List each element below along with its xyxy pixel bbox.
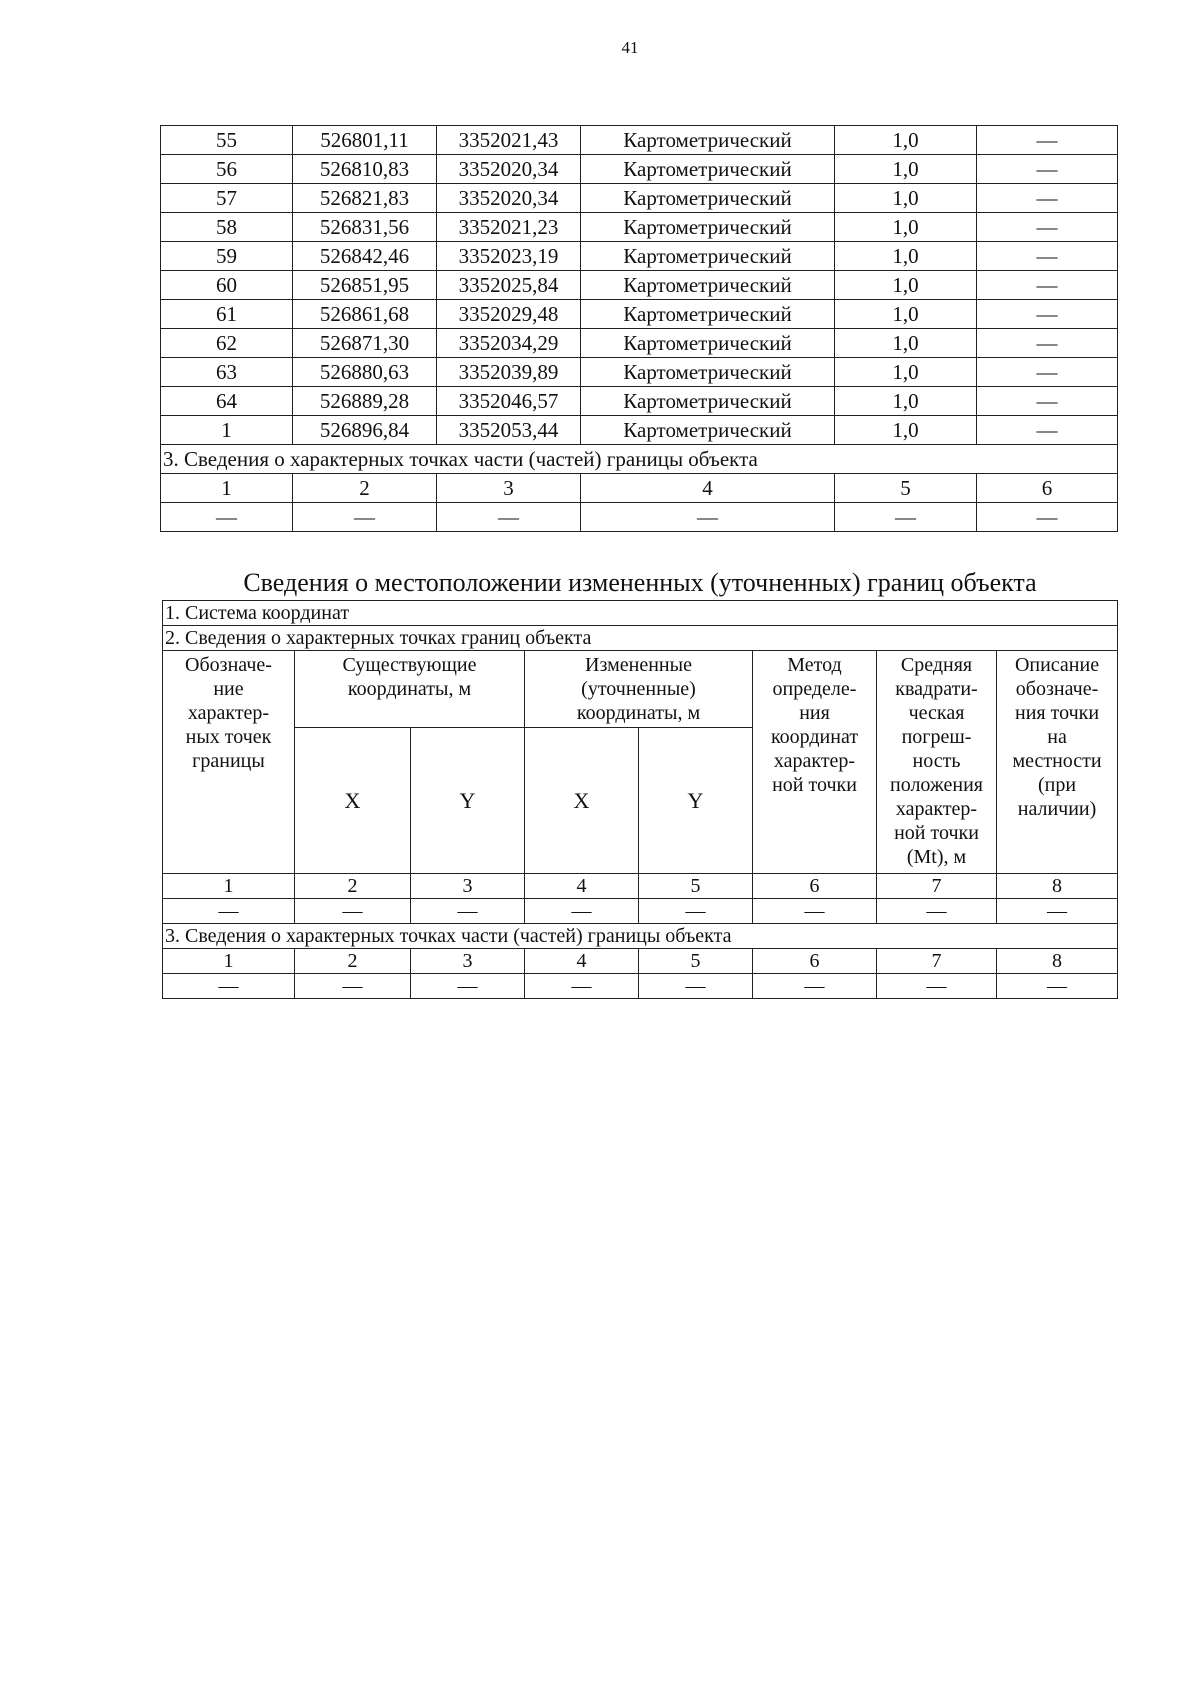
column-number: 1 [163, 949, 295, 974]
header-designation: Обозначе- ние характер- ных точек границы [163, 651, 295, 874]
column-number: 5 [639, 949, 753, 974]
header-description: Описание обозначе- ния точки на местности (при наличии) [997, 651, 1118, 874]
empty-value: — [437, 503, 581, 532]
empty-value: — [639, 899, 753, 924]
cell-accuracy: 1,0 [835, 155, 977, 184]
cell-description: — [977, 155, 1118, 184]
empty-value: — [997, 974, 1118, 999]
cell-y: 3352021,23 [437, 213, 581, 242]
part-boundary-section-label: 3. Сведения о характерных точках части (частей) границы объекта [161, 445, 1118, 474]
coordinate-system-label: 1. Система координат [163, 601, 1118, 626]
empty-value: — [877, 899, 997, 924]
column-number: 6 [753, 949, 877, 974]
cell-y: 3352029,48 [437, 300, 581, 329]
cell-accuracy: 1,0 [835, 271, 977, 300]
table-row [161, 300, 1118, 329]
cell-point: 60 [161, 271, 293, 300]
empty-value: — [525, 899, 639, 924]
empty-value: — [977, 503, 1118, 532]
cell-y: 3352053,44 [437, 416, 581, 445]
cell-point: 61 [161, 300, 293, 329]
table-row [161, 184, 1118, 213]
cell-description: — [977, 329, 1118, 358]
table-row [161, 329, 1118, 358]
empty-value: — [525, 974, 639, 999]
column-number: 4 [581, 474, 835, 503]
cell-y: 3352020,34 [437, 155, 581, 184]
cell-point: 58 [161, 213, 293, 242]
cell-x: 526889,28 [293, 387, 437, 416]
cell-method: Картометрический [581, 329, 835, 358]
column-number: 7 [877, 949, 997, 974]
cell-point: 57 [161, 184, 293, 213]
cell-point: 56 [161, 155, 293, 184]
empty-value: — [581, 503, 835, 532]
cell-description: — [977, 300, 1118, 329]
column-number: 1 [161, 474, 293, 503]
table-row [161, 126, 1118, 155]
cell-point: 59 [161, 242, 293, 271]
header-existing-y: Y [411, 728, 525, 874]
empty-value: — [163, 974, 295, 999]
table-row [161, 358, 1118, 387]
cell-description: — [977, 358, 1118, 387]
cell-description: — [977, 213, 1118, 242]
cell-x: 526896,84 [293, 416, 437, 445]
table-row [161, 213, 1118, 242]
empty-value: — [753, 974, 877, 999]
cell-description: — [977, 416, 1118, 445]
cell-method: Картометрический [581, 184, 835, 213]
cell-accuracy: 1,0 [835, 126, 977, 155]
column-numbers-row [163, 874, 1118, 899]
empty-value: — [835, 503, 977, 532]
table-row [161, 387, 1118, 416]
cell-y: 3352021,43 [437, 126, 581, 155]
column-numbers-row [161, 474, 1118, 503]
cell-description: — [977, 184, 1118, 213]
header-changed-coords: Измененные (уточненные) координаты, м [525, 651, 753, 728]
cell-x: 526821,83 [293, 184, 437, 213]
cell-x: 526801,11 [293, 126, 437, 155]
cell-accuracy: 1,0 [835, 184, 977, 213]
section-row [163, 924, 1118, 949]
column-number: 2 [295, 949, 411, 974]
empty-value: — [295, 899, 411, 924]
header-changed-x: X [525, 728, 639, 874]
empty-value-row [161, 503, 1118, 532]
column-numbers-row [163, 949, 1118, 974]
empty-value: — [161, 503, 293, 532]
empty-value: — [877, 974, 997, 999]
cell-method: Картометрический [581, 416, 835, 445]
column-number: 6 [753, 874, 877, 899]
coordinates-table-continued [160, 125, 1118, 532]
cell-y: 3352020,34 [437, 184, 581, 213]
cell-method: Картометрический [581, 300, 835, 329]
column-number: 5 [639, 874, 753, 899]
column-number: 1 [163, 874, 295, 899]
cell-y: 3352023,19 [437, 242, 581, 271]
empty-value-row [163, 899, 1118, 924]
cell-x: 526880,63 [293, 358, 437, 387]
cell-description: — [977, 271, 1118, 300]
column-number: 8 [997, 949, 1118, 974]
header-changed-y: Y [639, 728, 753, 874]
cell-method: Картометрический [581, 155, 835, 184]
cell-y: 3352046,57 [437, 387, 581, 416]
cell-x: 526831,56 [293, 213, 437, 242]
cell-y: 3352034,29 [437, 329, 581, 358]
empty-value: — [997, 899, 1118, 924]
cell-x: 526871,30 [293, 329, 437, 358]
cell-x: 526842,46 [293, 242, 437, 271]
cell-method: Картометрический [581, 387, 835, 416]
column-number: 8 [997, 874, 1118, 899]
cell-x: 526851,95 [293, 271, 437, 300]
cell-method: Картометрический [581, 358, 835, 387]
cell-accuracy: 1,0 [835, 358, 977, 387]
cell-point: 62 [161, 329, 293, 358]
cell-x: 526810,83 [293, 155, 437, 184]
empty-value: — [295, 974, 411, 999]
table-row [161, 416, 1118, 445]
table-row [161, 271, 1118, 300]
cell-x: 526861,68 [293, 300, 437, 329]
header-existing-coords: Существующие координаты, м [295, 651, 525, 728]
table-row [161, 155, 1118, 184]
changed-boundaries-table [162, 600, 1118, 999]
column-number: 2 [293, 474, 437, 503]
cell-method: Картометрический [581, 126, 835, 155]
empty-value: — [163, 899, 295, 924]
empty-value: — [411, 899, 525, 924]
cell-point: 64 [161, 387, 293, 416]
cell-description: — [977, 387, 1118, 416]
empty-value: — [411, 974, 525, 999]
cell-accuracy: 1,0 [835, 213, 977, 242]
cell-accuracy: 1,0 [835, 300, 977, 329]
column-number: 3 [437, 474, 581, 503]
cell-point: 55 [161, 126, 293, 155]
cell-description: — [977, 242, 1118, 271]
cell-accuracy: 1,0 [835, 387, 977, 416]
column-number: 3 [411, 949, 525, 974]
table-row [161, 242, 1118, 271]
cell-method: Картометрический [581, 271, 835, 300]
column-number: 4 [525, 874, 639, 899]
header-existing-x: X [295, 728, 411, 874]
cell-y: 3352039,89 [437, 358, 581, 387]
page-number: 41 [621, 38, 639, 57]
cell-accuracy: 1,0 [835, 242, 977, 271]
section-row [161, 445, 1118, 474]
column-number: 5 [835, 474, 977, 503]
empty-value-row [163, 974, 1118, 999]
cell-method: Картометрический [581, 242, 835, 271]
section-heading: Сведения о местоположении измененных (уточненных) границ объекта [243, 568, 1037, 597]
cell-accuracy: 1,0 [835, 329, 977, 358]
column-number: 7 [877, 874, 997, 899]
cell-point: 63 [161, 358, 293, 387]
cell-point: 1 [161, 416, 293, 445]
cell-description: — [977, 126, 1118, 155]
cell-method: Картометрический [581, 213, 835, 242]
cell-y: 3352025,84 [437, 271, 581, 300]
empty-value: — [639, 974, 753, 999]
header-accuracy: Средняя квадрати- ческая погреш- ность положения характер- ной точки (Mt), м [877, 651, 997, 874]
cell-accuracy: 1,0 [835, 416, 977, 445]
empty-value: — [293, 503, 437, 532]
column-number: 6 [977, 474, 1118, 503]
column-number: 2 [295, 874, 411, 899]
part-boundary-section-label: 3. Сведения о характерных точках части (частей) границы объекта [163, 924, 1118, 949]
column-number: 4 [525, 949, 639, 974]
column-number: 3 [411, 874, 525, 899]
header-method: Метод определе- ния координат характер- ной точки [753, 651, 877, 874]
boundary-points-section-label: 2. Сведения о характерных точках границ объекта [163, 626, 1118, 651]
empty-value: — [753, 899, 877, 924]
